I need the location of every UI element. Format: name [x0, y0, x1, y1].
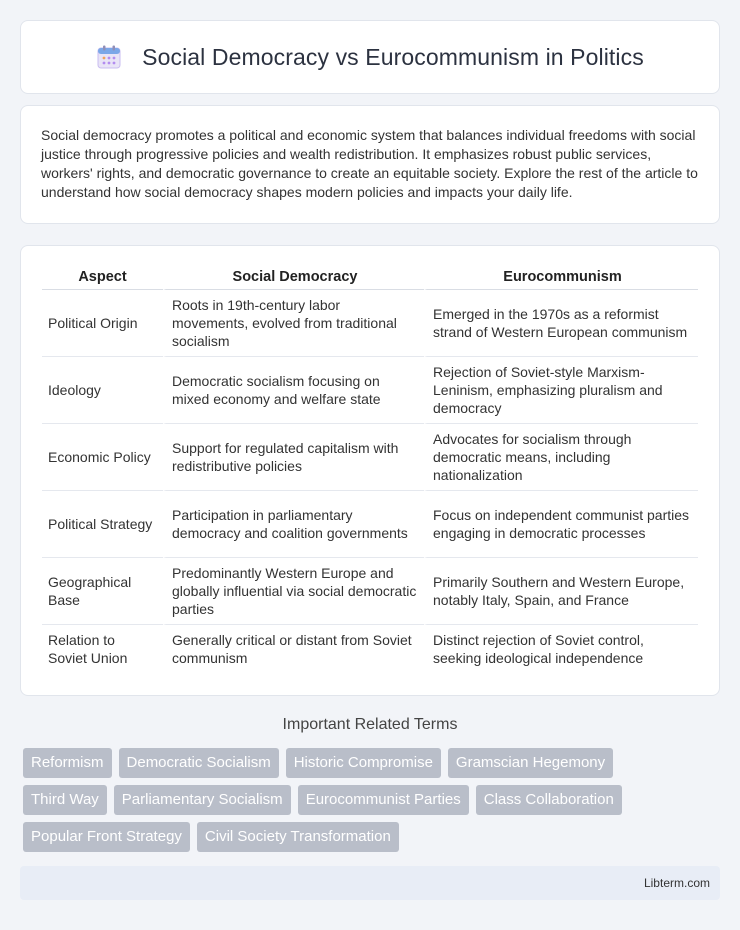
intro-text: Social democracy promotes a political and economic system that balances individual freedoms with social justice through progressive policies and wealth redistribution. It emphasizes robust public services, workers' rights, and democratic governance to create an equitable society. Explore the rest of the article to understand how social democracy shapes modern policies and impacts your daily life.	[41, 127, 698, 200]
calendar-icon	[96, 44, 122, 70]
table-row	[42, 290, 698, 357]
social-democracy-cell: Generally critical or distant from Soviet communism	[163, 625, 424, 672]
table-row	[42, 491, 698, 558]
table-row	[42, 357, 698, 424]
header-aspect: Aspect	[42, 265, 163, 290]
aspect-cell: Geographical Base	[42, 558, 163, 625]
eurocommunism-cell: Rejection of Soviet-style Marxism-Leninism, emphasizing pluralism and democracy	[424, 357, 698, 424]
tag-gramscian-hegemony[interactable]: Gramscian Hegemony	[448, 748, 613, 778]
footer-site-link[interactable]: Libterm.com	[643, 876, 710, 890]
social-democracy-cell: Democratic socialism focusing on mixed economy and welfare state	[163, 357, 424, 424]
tag-parliamentary-socialism[interactable]: Parliamentary Socialism	[114, 785, 291, 815]
social-democracy-cell: Support for regulated capitalism with redistributive policies	[163, 424, 424, 491]
tag-row	[23, 785, 723, 815]
eurocommunism-cell: Primarily Southern and Western Europe, notably Italy, Spain, and France	[424, 558, 698, 625]
footer	[20, 866, 720, 900]
eurocommunism-cell: Emerged in the 1970s as a reformist strand of Western European communism	[424, 290, 698, 357]
tag-popular-front-strategy[interactable]: Popular Front Strategy	[23, 822, 190, 852]
tag-historic-compromise[interactable]: Historic Compromise	[286, 748, 441, 778]
eurocommunism-cell: Focus on independent communist parties engaging in democratic processes	[424, 491, 698, 558]
related-terms-list	[23, 748, 723, 859]
comparison-table	[42, 265, 698, 672]
tag-reformism[interactable]: Reformism	[23, 748, 112, 778]
eurocommunism-cell: Advocates for socialism through democratic means, including nationalization	[424, 424, 698, 491]
header-card	[20, 20, 720, 94]
social-democracy-cell: Roots in 19th-century labor movements, evolved from traditional socialism	[163, 290, 424, 357]
aspect-cell: Political Strategy	[42, 491, 163, 558]
tag-third-way[interactable]: Third Way	[23, 785, 107, 815]
aspect-cell: Political Origin	[42, 290, 163, 357]
aspect-cell: Ideology	[42, 357, 163, 424]
table-row	[42, 625, 698, 672]
table-row	[42, 558, 698, 625]
aspect-cell: Relation to Soviet Union	[48, 631, 128, 666]
tag-civil-society-transformation[interactable]: Civil Society Transformation	[197, 822, 399, 852]
eurocommunism-cell: Distinct rejection of Soviet control, seeking ideological independence	[424, 625, 698, 672]
tag-eurocommunist-parties[interactable]: Eurocommunist Parties	[298, 785, 469, 815]
social-democracy-cell: Predominantly Western Europe and globally influential via social democratic parties	[163, 558, 424, 625]
header-social-democracy: Social Democracy	[163, 265, 424, 290]
table-row	[42, 424, 698, 491]
table-header-row	[42, 265, 698, 290]
tag-row	[23, 748, 723, 778]
tag-row	[23, 822, 723, 852]
header-eurocommunism: Eurocommunism	[424, 265, 698, 290]
page-title: Social Democracy vs Eurocommunism in Politics	[142, 43, 644, 70]
tag-class-collaboration[interactable]: Class Collaboration	[476, 785, 622, 815]
comparison-table-card	[20, 245, 720, 696]
intro-card	[20, 105, 720, 224]
related-terms-title: Important Related Terms	[282, 716, 458, 733]
social-democracy-cell: Participation in parliamentary democracy and coalition governments	[163, 491, 424, 558]
aspect-cell: Economic Policy	[42, 424, 163, 491]
tag-democratic-socialism[interactable]: Democratic Socialism	[119, 748, 279, 778]
